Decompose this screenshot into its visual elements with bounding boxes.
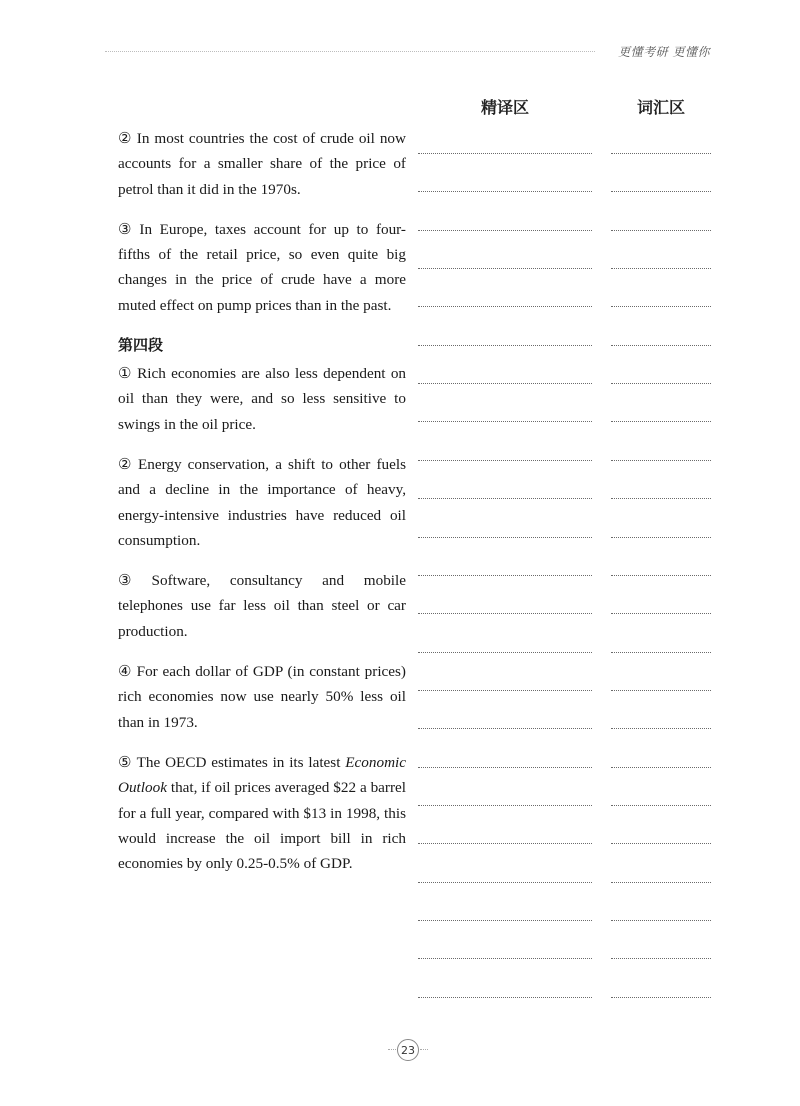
vocabulary-writing-line xyxy=(611,345,711,346)
vocabulary-writing-line xyxy=(611,613,711,614)
vocabulary-writing-line xyxy=(611,230,711,231)
sentence-4-5 xyxy=(118,750,406,876)
translation-writing-line xyxy=(418,537,592,538)
page-number-wing-left xyxy=(388,1049,396,1050)
sentence-text: The OECD estimates in its latest xyxy=(136,753,341,771)
translation-writing-line xyxy=(418,498,592,499)
publication-title: Economic Outlook xyxy=(118,753,406,797)
header-slogan: 更懂考研 更懂你 xyxy=(618,45,710,59)
translation-writing-line xyxy=(418,767,592,768)
vocabulary-writing-line xyxy=(611,920,711,921)
translation-writing-line xyxy=(418,345,592,346)
vocabulary-writing-line xyxy=(611,805,711,806)
sentence-number: ⑤ xyxy=(118,753,133,771)
vocabulary-writing-line xyxy=(611,306,711,307)
vocabulary-writing-line xyxy=(611,153,711,154)
vocabulary-writing-line xyxy=(611,191,711,192)
translation-writing-line xyxy=(418,882,592,883)
sentence-number: ① xyxy=(118,365,134,383)
vocabulary-writing-line xyxy=(611,997,711,998)
header-rule xyxy=(105,51,595,52)
translation-writing-line xyxy=(418,191,592,192)
vocabulary-writing-line xyxy=(611,383,711,384)
page-number-wing-right xyxy=(420,1049,428,1050)
vocabulary-writing-line xyxy=(611,843,711,844)
passage-text xyxy=(118,126,406,891)
translation-writing-line xyxy=(418,690,592,691)
sentence-4-3 xyxy=(118,568,406,644)
sentence-2-2 xyxy=(118,126,406,202)
vocabulary-writing-line xyxy=(611,498,711,499)
sentence-4-1 xyxy=(118,361,406,437)
translation-writing-line xyxy=(418,153,592,154)
vocabulary-writing-line xyxy=(611,460,711,461)
sentence-number: ③ xyxy=(118,220,136,238)
translation-writing-line xyxy=(418,383,592,384)
translation-writing-line xyxy=(418,306,592,307)
sentence-number: ③ xyxy=(118,572,148,590)
translation-writing-line xyxy=(418,268,592,269)
vocabulary-writing-line xyxy=(611,690,711,691)
translation-column-header: 精译区 xyxy=(481,98,530,117)
vocabulary-column-header: 词汇区 xyxy=(637,98,686,117)
sentence-number: ② xyxy=(118,455,134,473)
sentence-text: Software, consultancy and mobile telephones use far less oil than steel or car production. xyxy=(118,572,406,640)
page-number: 23 xyxy=(397,1039,419,1061)
sentence-2-3 xyxy=(118,217,406,318)
sentence-number: ④ xyxy=(118,663,133,681)
sentence-text: Energy conservation, a shift to other fuels and a decline in the importance of heavy, energy-intensive industries have reduced oil consumption. xyxy=(118,455,406,549)
translation-writing-line xyxy=(418,613,592,614)
translation-writing-line xyxy=(418,652,592,653)
translation-writing-line xyxy=(418,575,592,576)
translation-writing-line xyxy=(418,805,592,806)
translation-writing-line xyxy=(418,230,592,231)
vocabulary-writing-line xyxy=(611,958,711,959)
section-title-paragraph-4: 第四段 xyxy=(118,336,164,355)
sentence-4-4 xyxy=(118,659,406,735)
sentence-4-2 xyxy=(118,452,406,553)
translation-writing-line xyxy=(418,843,592,844)
sentence-number: ② xyxy=(118,130,133,147)
vocabulary-writing-line xyxy=(611,421,711,422)
vocabulary-writing-line xyxy=(611,268,711,269)
translation-writing-line xyxy=(418,997,592,998)
vocabulary-writing-line xyxy=(611,537,711,538)
sentence-text: Rich economies are also less dependent on oil than they were, and so less sensitive to swings in the oil price. xyxy=(118,365,407,433)
translation-writing-line xyxy=(418,958,592,959)
translation-writing-line xyxy=(418,460,592,461)
sentence-text: For each dollar of GDP (in constant prices) rich economies now use nearly 50% less oil than in 1973. xyxy=(118,663,406,731)
sentence-text: that, if oil prices averaged $22 a barrel for a full year, compared with $13 in 1998, this would increase the oil import bill in rich economies by only 0.25-0.5% of GDP. xyxy=(118,779,406,873)
vocabulary-writing-line xyxy=(611,575,711,576)
vocabulary-writing-line xyxy=(611,767,711,768)
vocabulary-writing-line xyxy=(611,728,711,729)
vocabulary-writing-line xyxy=(611,882,711,883)
sentence-text: In most countries the cost of crude oil now accounts for a smaller share of the price of petrol than it did in the 1970s. xyxy=(118,130,406,198)
sentence-text: In Europe, taxes account for up to four-fifths of the retail price, so even quite big changes in the price of crude have a more muted effect on pump prices than in the past. xyxy=(118,220,406,314)
page-number-badge xyxy=(390,1036,426,1064)
translation-writing-line xyxy=(418,920,592,921)
vocabulary-writing-line xyxy=(611,652,711,653)
translation-writing-line xyxy=(418,421,592,422)
translation-writing-line xyxy=(418,728,592,729)
